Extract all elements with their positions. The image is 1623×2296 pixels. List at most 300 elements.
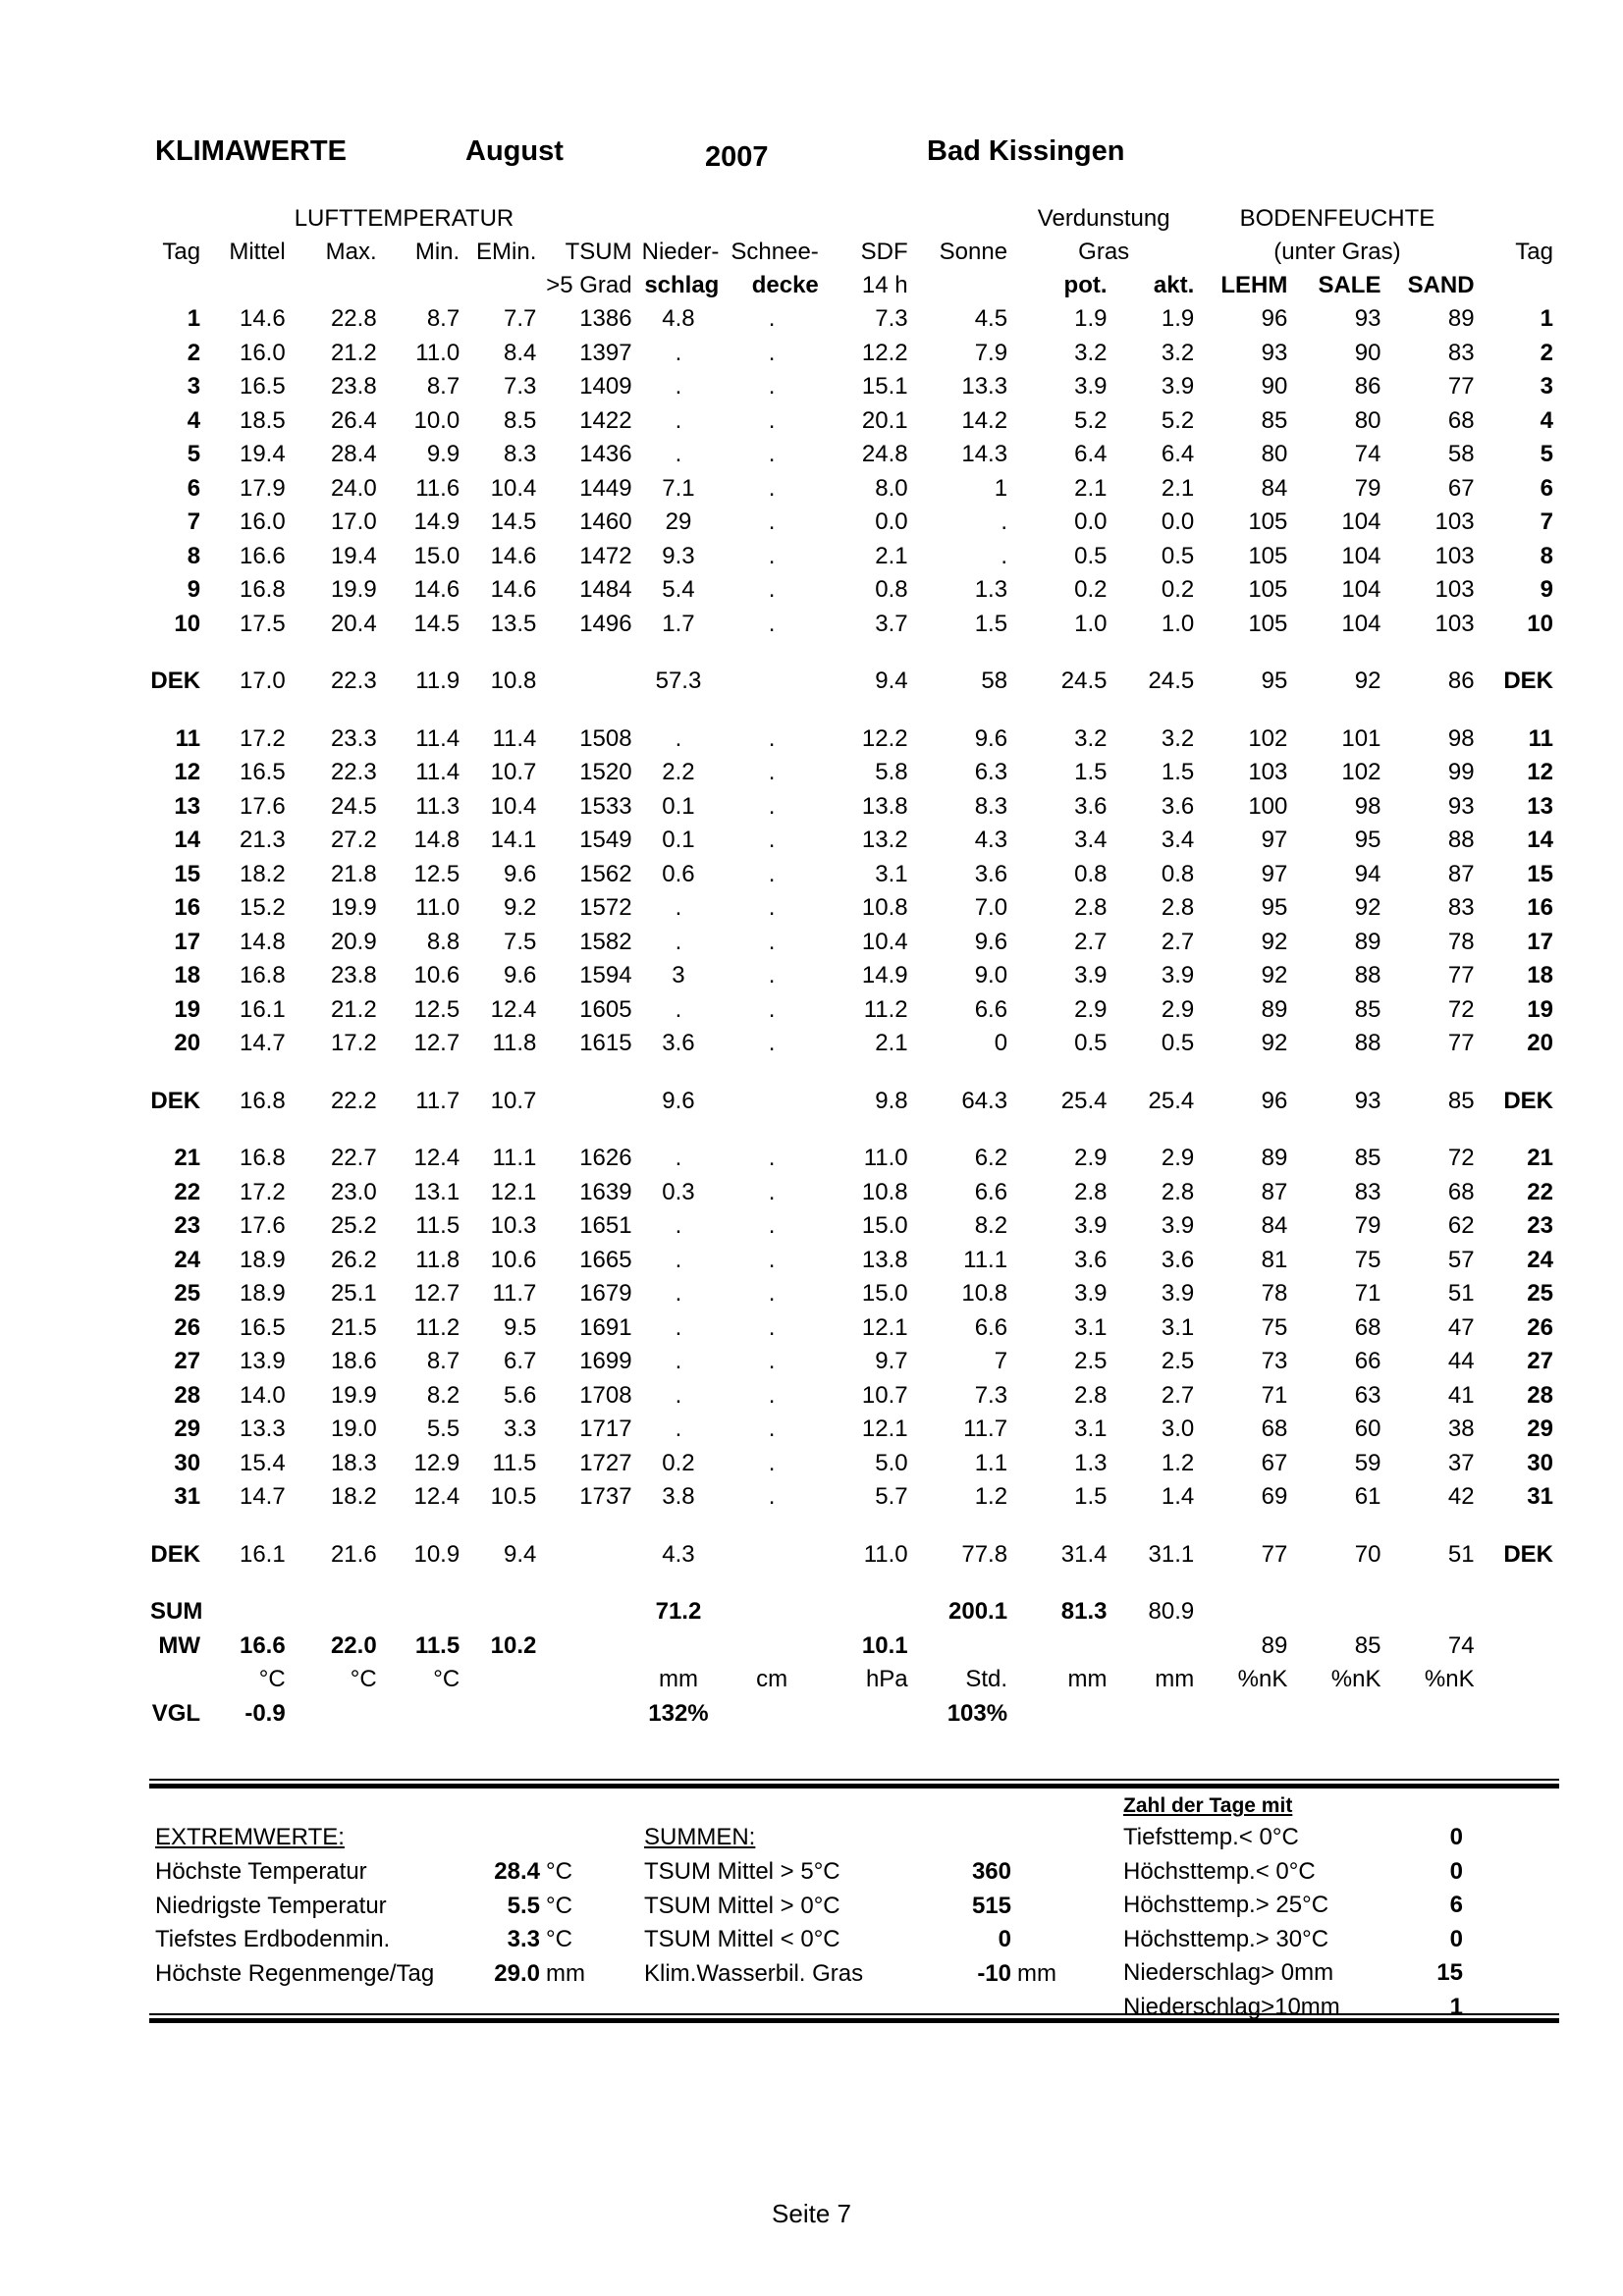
table-cell: 11.7 bbox=[963, 1415, 1008, 1443]
table-cell: 102 bbox=[1248, 724, 1288, 752]
table-row bbox=[147, 337, 1556, 371]
table-row bbox=[147, 1311, 1556, 1346]
column-header: Tag bbox=[1515, 239, 1553, 265]
summary-cell: 89 bbox=[1261, 1631, 1288, 1659]
table-cell: 1651 bbox=[579, 1212, 632, 1240]
table-cell: 8.7 bbox=[426, 1348, 460, 1375]
day-cell-right: 29 bbox=[1527, 1415, 1553, 1443]
table-cell: 0.6 bbox=[662, 860, 695, 887]
table-cell: 12.2 bbox=[861, 339, 908, 366]
day-cell-right: 7 bbox=[1540, 508, 1553, 536]
table-cell: 1.3 bbox=[1074, 1449, 1108, 1476]
table-cell: 26.4 bbox=[330, 406, 377, 434]
table-cell: 6.6 bbox=[974, 1178, 1008, 1205]
table-cell: 21.8 bbox=[330, 860, 377, 887]
spacer-cell bbox=[147, 1118, 1556, 1142]
table-cell: 2.7 bbox=[1161, 928, 1195, 955]
table-cell: 14.8 bbox=[413, 827, 460, 854]
table-cell: 11.0 bbox=[863, 1145, 908, 1172]
table-cell: 0 bbox=[994, 1030, 1008, 1057]
table-cell: 14.6 bbox=[239, 305, 286, 333]
table-cell: 62 bbox=[1447, 1212, 1475, 1240]
day-cell-right: DEK bbox=[1503, 667, 1553, 695]
table-cell: 2.5 bbox=[1074, 1348, 1108, 1375]
table-cell bbox=[722, 1538, 821, 1573]
table-cell: 12.5 bbox=[413, 860, 460, 887]
table-cell: 8.8 bbox=[426, 928, 460, 955]
table-cell: 2.9 bbox=[1074, 995, 1108, 1023]
table-cell: 2.9 bbox=[1074, 1145, 1108, 1172]
table-cell: 25.1 bbox=[330, 1280, 377, 1308]
table-cell: . bbox=[675, 928, 682, 955]
table-cell: . bbox=[768, 542, 776, 569]
column-header: Nieder- bbox=[641, 239, 720, 265]
table-cell: . bbox=[768, 508, 776, 536]
table-cell: 4.3 bbox=[662, 1540, 695, 1568]
table-cell: 1533 bbox=[579, 792, 632, 820]
table-row bbox=[147, 722, 1556, 757]
table-cell: 6.6 bbox=[974, 1313, 1008, 1341]
table-cell: 13.8 bbox=[861, 1246, 908, 1273]
table-cell: 5.4 bbox=[662, 576, 695, 604]
table-row bbox=[147, 1345, 1556, 1379]
summary-cell bbox=[822, 1595, 911, 1629]
summary-cell bbox=[1010, 1697, 1109, 1732]
table-cell: 41 bbox=[1447, 1381, 1475, 1409]
summary-cell bbox=[1478, 1595, 1556, 1629]
summary-cell bbox=[722, 1697, 821, 1732]
table-cell: 27.2 bbox=[330, 827, 377, 854]
summary-cell: 81.3 bbox=[1060, 1598, 1108, 1626]
table-cell: 19.4 bbox=[330, 542, 377, 569]
day-cell: 22 bbox=[174, 1178, 201, 1205]
table-cell: 59 bbox=[1354, 1449, 1381, 1476]
table-cell: 8.5 bbox=[504, 406, 537, 434]
table-cell: 15.4 bbox=[239, 1449, 286, 1476]
summary-cell bbox=[462, 1663, 539, 1697]
table-cell: . bbox=[768, 1449, 776, 1476]
day-cell: 26 bbox=[174, 1313, 201, 1341]
units-row bbox=[147, 1663, 1556, 1697]
day-cell-right: 14 bbox=[1527, 827, 1553, 854]
summary-cell: %nK bbox=[1424, 1666, 1475, 1693]
summary-cell: 22.0 bbox=[330, 1631, 377, 1659]
table-cell: 6.4 bbox=[1074, 441, 1108, 468]
day-cell: 31 bbox=[174, 1483, 201, 1511]
summary-cell: °C bbox=[433, 1666, 460, 1693]
table-cell: . bbox=[675, 724, 682, 752]
table-cell: 7.3 bbox=[974, 1381, 1008, 1409]
summary-cell: 80.9 bbox=[1148, 1598, 1195, 1626]
day-cell: 11 bbox=[175, 724, 201, 752]
table-cell: 68 bbox=[1447, 1178, 1475, 1205]
table-cell: 103 bbox=[1248, 759, 1288, 786]
summary-cell: 11.5 bbox=[414, 1631, 460, 1659]
summary-cell bbox=[539, 1595, 634, 1629]
day-cell: 17 bbox=[174, 928, 201, 955]
table-cell: 0.0 bbox=[875, 508, 908, 536]
summary-cell: 74 bbox=[1447, 1631, 1475, 1659]
table-cell bbox=[722, 1085, 821, 1119]
table-cell: 71 bbox=[1354, 1280, 1381, 1308]
days-count-label: Tiefsttemp.< 0°C bbox=[1123, 1824, 1299, 1850]
table-cell: 2.1 bbox=[1161, 474, 1195, 502]
table-cell: 77 bbox=[1261, 1540, 1288, 1568]
table-cell: 79 bbox=[1354, 1212, 1381, 1240]
table-cell: 3.0 bbox=[1161, 1415, 1195, 1443]
table-cell: 15.0 bbox=[861, 1212, 908, 1240]
day-cell: 30 bbox=[174, 1449, 201, 1476]
table-cell: 95 bbox=[1354, 827, 1381, 854]
extremes-unit: mm bbox=[546, 1959, 585, 1987]
summary-cell bbox=[462, 1595, 539, 1629]
table-cell: 2.8 bbox=[1074, 894, 1108, 922]
day-cell-right: 16 bbox=[1527, 894, 1553, 922]
table-cell: 88 bbox=[1354, 962, 1381, 989]
table-cell: 77 bbox=[1447, 962, 1475, 989]
table-cell: . bbox=[768, 1246, 776, 1273]
table-cell: . bbox=[675, 1246, 682, 1273]
table-cell: . bbox=[768, 1415, 776, 1443]
table-cell: 26.2 bbox=[330, 1246, 377, 1273]
column-header: Min. bbox=[414, 239, 460, 265]
summary-cell: mm bbox=[658, 1666, 698, 1693]
table-cell: 3.6 bbox=[1074, 1246, 1108, 1273]
table-cell: 9.7 bbox=[875, 1348, 908, 1375]
day-cell-right: 11 bbox=[1528, 724, 1553, 752]
day-cell-right: 23 bbox=[1527, 1212, 1553, 1240]
summary-cell: SUM bbox=[150, 1598, 203, 1626]
table-cell: 92 bbox=[1354, 667, 1381, 695]
table-cell: 16.0 bbox=[239, 339, 286, 366]
summary-cell bbox=[1197, 1697, 1290, 1732]
summary-cell bbox=[1290, 1595, 1383, 1629]
table-cell bbox=[539, 665, 634, 699]
table-cell: 83 bbox=[1447, 339, 1475, 366]
table-cell: 17.0 bbox=[239, 667, 286, 695]
table-cell: 42 bbox=[1447, 1483, 1475, 1511]
table-row bbox=[147, 472, 1556, 507]
table-cell: 80 bbox=[1261, 441, 1288, 468]
summary-cell: 71.2 bbox=[655, 1598, 702, 1626]
table-cell: 1460 bbox=[579, 508, 632, 536]
table-cell: 5.6 bbox=[504, 1381, 537, 1409]
day-cell-right: 26 bbox=[1527, 1313, 1553, 1341]
table-cell: 10.8 bbox=[490, 667, 537, 695]
summary-cell: MW bbox=[158, 1631, 201, 1659]
table-cell: 104 bbox=[1341, 508, 1381, 536]
table-cell: 2.8 bbox=[1074, 1381, 1108, 1409]
table-cell: 84 bbox=[1261, 474, 1288, 502]
table-cell: 95 bbox=[1261, 894, 1288, 922]
summary-cell bbox=[1010, 1629, 1109, 1664]
table-cell: 15.0 bbox=[861, 1280, 908, 1308]
table-cell: 12.5 bbox=[413, 995, 460, 1023]
summary-cell bbox=[1383, 1697, 1477, 1732]
table-cell: 16.5 bbox=[239, 373, 286, 400]
table-cell: 3.2 bbox=[1161, 339, 1195, 366]
column-subheader: SAND bbox=[1407, 272, 1475, 298]
table-cell: 3.6 bbox=[1161, 1246, 1195, 1273]
summary-cell bbox=[1478, 1663, 1556, 1697]
table-cell: 85 bbox=[1261, 406, 1288, 434]
table-cell: 77.8 bbox=[961, 1540, 1008, 1568]
table-cell: 104 bbox=[1341, 610, 1381, 637]
table-cell: 22.8 bbox=[330, 305, 377, 333]
table-cell: 10.0 bbox=[413, 406, 460, 434]
summary-cell: 132% bbox=[648, 1699, 709, 1727]
extremes-label: Höchste Temperatur bbox=[155, 1858, 367, 1885]
table-cell: 10.4 bbox=[490, 474, 537, 502]
table-cell: 88 bbox=[1447, 827, 1475, 854]
table-cell: 90 bbox=[1261, 373, 1288, 400]
table-cell: 22.7 bbox=[330, 1145, 377, 1172]
table-cell: 17.9 bbox=[239, 474, 286, 502]
spacer-row bbox=[147, 1572, 1556, 1595]
days-count-label: Höchsttemp.> 25°C bbox=[1123, 1892, 1329, 1918]
table-cell: 1699 bbox=[579, 1348, 632, 1375]
table-cell: 24.5 bbox=[1060, 667, 1108, 695]
table-cell: 0.0 bbox=[1074, 508, 1108, 536]
table-row bbox=[147, 1244, 1556, 1278]
column-header: Max. bbox=[325, 239, 377, 265]
table-cell: 2.8 bbox=[1161, 1178, 1195, 1205]
table-cell: 1.9 bbox=[1161, 305, 1195, 333]
table-cell: 14.8 bbox=[239, 928, 286, 955]
table-cell: 3.9 bbox=[1161, 1212, 1195, 1240]
table-cell: 98 bbox=[1447, 724, 1475, 752]
table-cell: 105 bbox=[1248, 508, 1288, 536]
table-cell: 90 bbox=[1354, 339, 1381, 366]
table-cell: 66 bbox=[1354, 1348, 1381, 1375]
table-cell: . bbox=[675, 339, 682, 366]
table-cell: . bbox=[675, 894, 682, 922]
table-cell: . bbox=[768, 1145, 776, 1172]
column-subheader: decke bbox=[751, 272, 819, 298]
day-cell: 1 bbox=[187, 305, 201, 333]
day-cell-right: 5 bbox=[1540, 441, 1553, 468]
table-cell: 9.8 bbox=[875, 1087, 908, 1114]
summary-cell: 10.2 bbox=[490, 1631, 537, 1659]
table-cell: 9.6 bbox=[974, 928, 1008, 955]
table-cell: . bbox=[675, 373, 682, 400]
table-cell: 1 bbox=[994, 474, 1008, 502]
table-cell: 2.7 bbox=[1074, 928, 1108, 955]
decade-summary-row bbox=[147, 665, 1556, 699]
table-cell: 17.2 bbox=[239, 1178, 286, 1205]
table-cell: 16.5 bbox=[239, 759, 286, 786]
table-cell: 11.2 bbox=[863, 995, 908, 1023]
table-cell: 67 bbox=[1447, 474, 1475, 502]
table-cell: 1.4 bbox=[1161, 1483, 1195, 1511]
spacer-row bbox=[147, 699, 1556, 722]
table-cell: . bbox=[768, 827, 776, 854]
summary-cell bbox=[822, 1697, 911, 1732]
table-row bbox=[147, 993, 1556, 1028]
table-cell: 16.1 bbox=[239, 995, 286, 1023]
table-cell: 69 bbox=[1261, 1483, 1288, 1511]
table-cell: 9.4 bbox=[504, 1540, 537, 1568]
summary-cell bbox=[380, 1697, 463, 1732]
table-cell: 1484 bbox=[579, 576, 632, 604]
summary-cell bbox=[635, 1629, 723, 1664]
summary-cell bbox=[1383, 1595, 1477, 1629]
table-cell: 19.9 bbox=[330, 576, 377, 604]
day-cell-right: 22 bbox=[1527, 1178, 1553, 1205]
summary-cell: Std. bbox=[965, 1666, 1008, 1693]
column-header: Gras bbox=[1078, 239, 1130, 265]
table-cell: 1727 bbox=[579, 1449, 632, 1476]
table-cell: 2.1 bbox=[875, 1030, 908, 1057]
table-row bbox=[147, 1142, 1556, 1176]
day-cell: 27 bbox=[174, 1348, 201, 1375]
table-cell: 11.4 bbox=[415, 759, 460, 786]
table-cell: 10.6 bbox=[490, 1246, 537, 1273]
day-cell: 28 bbox=[174, 1381, 201, 1409]
table-cell bbox=[635, 202, 1010, 236]
table-cell: 16.0 bbox=[239, 508, 286, 536]
days-count-value: 6 bbox=[1449, 1892, 1463, 1918]
day-cell: 14 bbox=[174, 827, 201, 854]
table-cell: 4.3 bbox=[974, 827, 1008, 854]
summary-cell: 16.6 bbox=[239, 1631, 286, 1659]
table-cell: 3.9 bbox=[1074, 373, 1108, 400]
table-cell: . bbox=[675, 1145, 682, 1172]
table-cell: 3.1 bbox=[1074, 1313, 1108, 1341]
table-cell: 3 bbox=[672, 962, 685, 989]
table-cell: 12.1 bbox=[861, 1415, 908, 1443]
table-cell: 1639 bbox=[579, 1178, 632, 1205]
comparison-row bbox=[147, 1697, 1556, 1732]
table-cell bbox=[539, 1538, 634, 1573]
table-cell: 17.6 bbox=[239, 1212, 286, 1240]
header-row bbox=[147, 236, 1556, 269]
table-cell: 7.3 bbox=[875, 305, 908, 333]
table-cell: 11.1 bbox=[963, 1246, 1008, 1273]
table-cell: 22.3 bbox=[330, 759, 377, 786]
table-cell: 2.8 bbox=[1161, 894, 1195, 922]
table-cell: 103 bbox=[1434, 610, 1475, 637]
table-cell: 21.3 bbox=[239, 827, 286, 854]
table-cell: 21.2 bbox=[330, 995, 377, 1023]
table-cell: 3.9 bbox=[1074, 962, 1108, 989]
day-cell: 12 bbox=[174, 759, 201, 786]
table-cell: 3.3 bbox=[504, 1415, 537, 1443]
table-cell: 103 bbox=[1434, 542, 1475, 569]
table-cell: 21.2 bbox=[330, 339, 377, 366]
day-cell: 18 bbox=[174, 962, 201, 989]
day-cell-right: 2 bbox=[1540, 339, 1553, 366]
table-cell: 68 bbox=[1261, 1415, 1288, 1443]
bottom-divider-line-thick bbox=[149, 2018, 1559, 2023]
table-cell: . bbox=[768, 1178, 776, 1205]
table-cell: 0.2 bbox=[1161, 576, 1195, 604]
day-cell: 21 bbox=[174, 1145, 201, 1172]
day-cell-right: DEK bbox=[1503, 1087, 1553, 1114]
sum-row bbox=[147, 1595, 1556, 1629]
table-cell: 94 bbox=[1354, 860, 1381, 887]
table-cell: 8.3 bbox=[974, 792, 1008, 820]
table-cell: 79 bbox=[1354, 474, 1381, 502]
table-cell: 57 bbox=[1447, 1246, 1475, 1273]
table-cell: 12.4 bbox=[413, 1145, 460, 1172]
extremes-heading: EXTREMWERTE: bbox=[155, 1824, 345, 1850]
table-cell: 101 bbox=[1341, 724, 1381, 752]
summary-cell: 200.1 bbox=[948, 1598, 1008, 1626]
summary-cell bbox=[539, 1663, 634, 1697]
day-cell: DEK bbox=[150, 1087, 201, 1114]
table-cell: 13.8 bbox=[861, 792, 908, 820]
day-cell-right: 6 bbox=[1540, 474, 1553, 502]
day-cell: 2 bbox=[187, 339, 201, 366]
extremes-value: 5.5 bbox=[507, 1892, 540, 1919]
table-cell: 87 bbox=[1447, 860, 1475, 887]
table-cell: 93 bbox=[1354, 1087, 1381, 1114]
table-cell: 37 bbox=[1447, 1449, 1475, 1476]
summary-cell: °C bbox=[258, 1666, 286, 1693]
column-subheader: LEHM bbox=[1220, 272, 1288, 298]
table-cell: 105 bbox=[1248, 576, 1288, 604]
table-cell: . bbox=[675, 1348, 682, 1375]
table-cell: 8.0 bbox=[875, 474, 908, 502]
summary-cell bbox=[289, 1595, 380, 1629]
table-cell: 20.9 bbox=[330, 928, 377, 955]
table-cell: . bbox=[768, 474, 776, 502]
table-cell: 74 bbox=[1354, 441, 1381, 468]
table-cell: 29 bbox=[665, 508, 692, 536]
report-station: Bad Kissingen bbox=[927, 135, 1125, 167]
day-cell-right: 27 bbox=[1527, 1348, 1553, 1375]
table-cell: 14.3 bbox=[961, 441, 1008, 468]
table-cell: 13.9 bbox=[239, 1348, 286, 1375]
table-cell: 11.2 bbox=[415, 1313, 460, 1341]
summary-cell bbox=[1290, 1697, 1383, 1732]
table-cell: 23.3 bbox=[330, 724, 377, 752]
table-cell: 11.8 bbox=[492, 1030, 537, 1057]
summary-cell: mm bbox=[1067, 1666, 1108, 1693]
table-cell: 89 bbox=[1261, 995, 1288, 1023]
sums-label: TSUM Mittel < 0°C bbox=[644, 1926, 840, 1952]
table-cell: . bbox=[768, 1212, 776, 1240]
table-row bbox=[147, 404, 1556, 439]
table-cell: 1.9 bbox=[1074, 305, 1108, 333]
spacer-cell bbox=[147, 641, 1556, 665]
sums-value: 515 bbox=[971, 1892, 1011, 1919]
summary-cell bbox=[1110, 1697, 1198, 1732]
table-cell: 16.8 bbox=[239, 576, 286, 604]
column-header: (unter Gras) bbox=[1273, 239, 1401, 265]
table-row bbox=[147, 790, 1556, 825]
table-cell: 2.5 bbox=[1161, 1348, 1195, 1375]
sums-value: -10 bbox=[977, 1959, 1011, 1987]
day-cell-right: 4 bbox=[1540, 406, 1553, 434]
table-row bbox=[147, 1480, 1556, 1515]
table-cell: 1.5 bbox=[1074, 1483, 1108, 1511]
table-cell: 1.0 bbox=[1074, 610, 1108, 637]
day-cell: 20 bbox=[174, 1030, 201, 1057]
table-cell: 75 bbox=[1261, 1313, 1288, 1341]
table-cell: 103 bbox=[1434, 508, 1475, 536]
day-cell-right: 8 bbox=[1540, 542, 1553, 569]
table-cell: 19.4 bbox=[239, 441, 286, 468]
table-cell: 2.1 bbox=[1074, 474, 1108, 502]
column-header: Mittel bbox=[229, 239, 286, 265]
table-cell: 19.9 bbox=[330, 894, 377, 922]
table-cell: 3.2 bbox=[1074, 724, 1108, 752]
table-cell: 18.5 bbox=[239, 406, 286, 434]
table-cell: . bbox=[768, 860, 776, 887]
table-cell: 60 bbox=[1354, 1415, 1381, 1443]
